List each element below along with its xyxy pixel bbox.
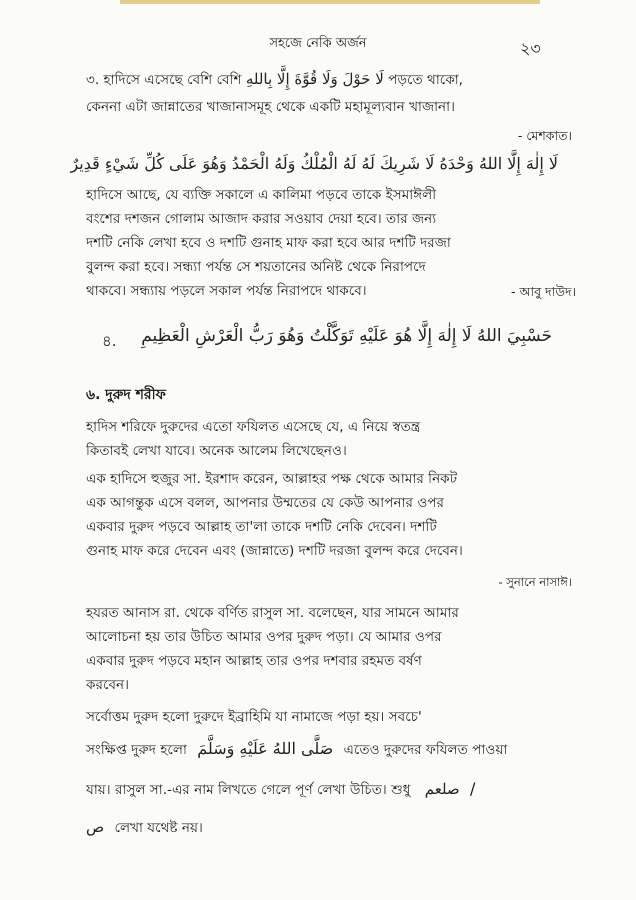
- para4-line2-text-b: এতেও দুরুদের ফযিলত পাওয়া: [343, 742, 508, 758]
- item3-line1-arabic: لَا حَوْلَ وَلَا قُوَّةَ إِلَّا بِاللهِ: [245, 70, 384, 88]
- para4-line-4: [86, 818, 203, 837]
- kalima-line-5: থাকবে। সন্ধ্যায় পড়লে সকাল পর্যন্ত নিরাপদে থাকবে।: [86, 283, 367, 299]
- kalima-line-2: বংশের দশজন গোলাম আজাদ করার সওয়াব দেয়া হবে। তার জন্য: [86, 211, 437, 227]
- para2-line-3: একবার দুরুদ পড়বে আল্লাহ তা'লা তাকে দশটি নেকি দেবেন। দশটি: [86, 519, 437, 535]
- item3-line1: [86, 70, 463, 89]
- para4-line-1: সর্বোত্তম দুরুদ হলো দুরুদে ইব্রাহিমি যা নামাজে পড়া হয়। সবচে': [86, 709, 422, 725]
- para2-source: - সুনানে নাসাঈ।: [498, 575, 572, 589]
- para4-line3-arabic-abbrev: صلعم: [424, 780, 460, 798]
- item4-number: ৪.: [102, 332, 117, 350]
- item3-line1-text-a: ৩. হাদিসে এসেছে বেশি বেশি: [86, 72, 242, 88]
- para4-line2-text-a: সংক্ষিপ্ত দুরুদ হলো: [86, 742, 187, 758]
- kalima-line-4: বুলন্দ করা হবে। সন্ধ্যা পর্যন্ত সে শয়তানের অনিষ্ট থেকে নিরাপদে: [86, 259, 426, 275]
- para1-line-1: হাদিস শরিফে দুরুদের এতো ফযিলত এসেছে যে, এ নিয়ে স্বতন্ত্র: [86, 419, 421, 435]
- para3-line-1: হযরত আনাস রা. থেকে বর্ণিত রাসুল সা. বলেছেন, যার সামনে আমার: [86, 605, 459, 621]
- page-top-edge: [120, 0, 540, 4]
- para4-line3-text: যায়। রাসুল সা.-এর নাম লিখতে গেলে পূর্ণ লেখা উচিত। শুধু: [86, 782, 411, 798]
- para3-line-2: আলোচনা হয় তার উচিত আমার ওপর দুরুদ পড়া। যে আমার ওপর: [86, 629, 442, 645]
- section6-heading: ৬. দুরুদ শরীফ: [86, 387, 166, 403]
- para2-line-1: এক হাদিসে হুজুর সা. ইরশাদ করেন, আল্লাহর পক্ষ থেকে আমার নিকট: [86, 471, 458, 487]
- para4-line4-arabic-abbrev: ص: [86, 818, 105, 836]
- item3-line2: কেননা এটা জান্নাতের খাজানাসমূহ থেকে একটি মহামূল্যবান খাজানা।: [86, 99, 455, 115]
- para4-line3-slash: /: [470, 779, 476, 798]
- kalima-line-1: হাদিসে আছে, যে ব্যক্তি সকালে এ কালিমা পড়বে তাকে ইসমাঈলী: [86, 187, 437, 203]
- para2-line-2: এক আগন্তুক এসে বলল, আপনার উম্মতের যে কেউ আপনার ওপর: [86, 495, 445, 511]
- para4-line-2: [86, 740, 507, 759]
- kalima-arabic: لَا إِلٰهَ إِلَّا اللهُ وَحْدَهُ لَا شَرِيكَ لَهُ لَهُ الْمُلْكُ وَلَهُ الْحَمْدُ وَهُوَ عَلَى كُلِّ شَيْءٍ قَدِيرٌ: [70, 154, 558, 173]
- item3-line1-text-b: পড়তে থাকো,: [388, 72, 464, 88]
- para1-line-2: কিতাবই লেখা যাবে। অনেক আলেম লিখেছেনও।: [86, 443, 347, 459]
- item3-source: - মেশকাত।: [517, 128, 572, 143]
- page-number: ২৩: [520, 39, 541, 58]
- para2-line-4: গুনাহ মাফ করে দেবেন এবং (জান্নাতে) দশটি দরজা বুলন্দ করে দেবেন।: [86, 543, 463, 559]
- para3-line-4: করবেন।: [86, 677, 129, 693]
- running-header-title: সহজে নেকি অর্জন: [269, 36, 367, 51]
- para4-line4-text: লেখা যথেষ্ট নয়।: [114, 820, 203, 836]
- para3-line-3: একবার দুরুদ পড়বে মহান আল্লাহ তার ওপর দশবার রহমত বর্ষণ: [86, 653, 422, 669]
- item4-arabic: حَسْبِيَ اللهُ لَا إِلٰهَ إِلَّا هُوَ عَلَيْهِ تَوَكَّلْتُ وَهُوَ رَبُّ الْعَرْشِ الْعَظِيمِ: [141, 326, 552, 346]
- para4-line-3: [86, 780, 475, 799]
- kalima-line-3: দশটি নেকি লেখা হবে ও দশটি গুনাহ মাফ করা হবে আর দশটি দরজা: [86, 235, 451, 251]
- para4-arabic-salutation: صَلَّى اللهُ عَلَيْهِ وَسَلَّمَ: [197, 739, 334, 758]
- kalima-source: - আবু দাউদ।: [511, 284, 576, 299]
